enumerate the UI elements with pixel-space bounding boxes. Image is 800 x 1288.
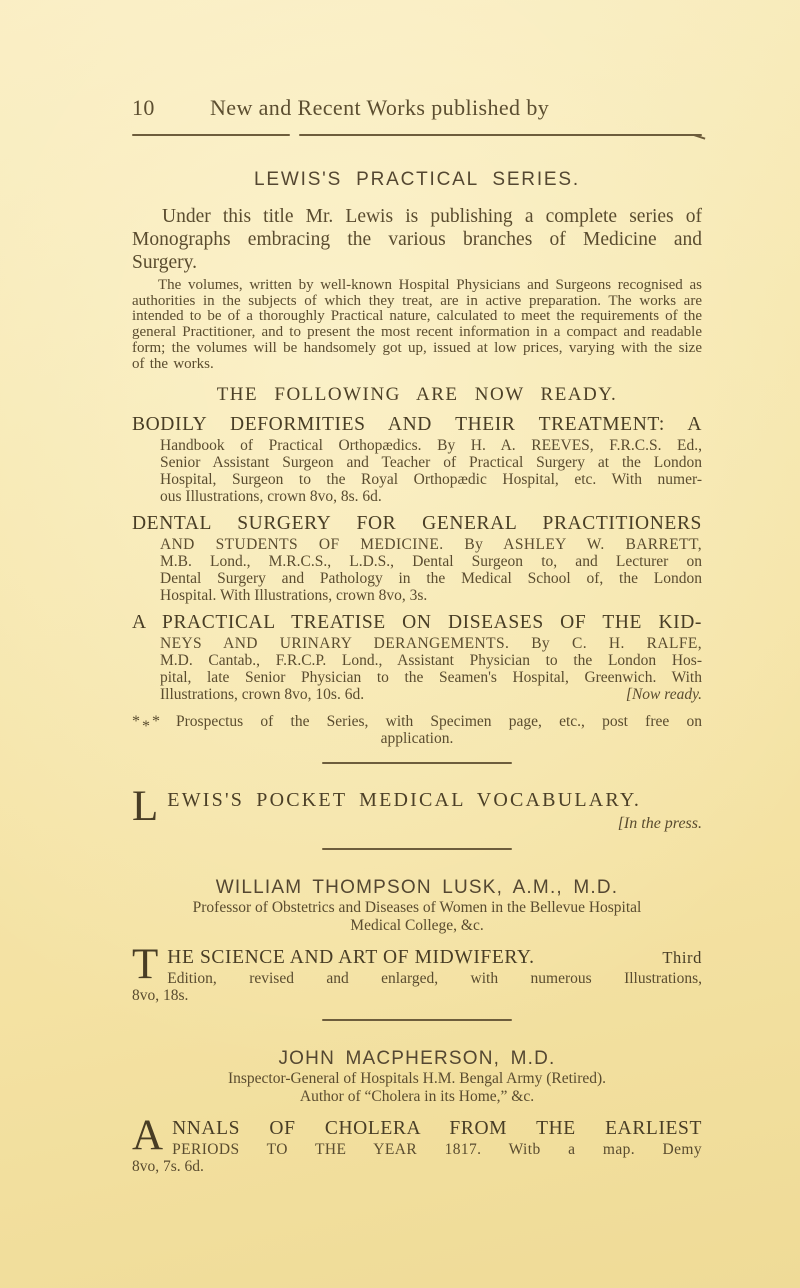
book-detail-line: Edition, revised and enlarged, with numerous Illustrations, xyxy=(167,970,702,988)
header-rule-left-segment xyxy=(132,134,290,136)
book-entry-midwifery xyxy=(132,941,702,1005)
book-detail-line: M.D. Cantab., F.R.C.P. Lond., Assistant Physician to the London Hos- xyxy=(160,652,702,670)
ready-heading: THE FOLLOWING ARE NOW READY. xyxy=(216,384,618,406)
section-divider xyxy=(322,762,512,764)
prospectus-note xyxy=(132,713,702,747)
running-header xyxy=(132,0,702,120)
author-name: JOHN MACPHERSON, M.D. xyxy=(278,1048,556,1070)
book-entry-kidney-diseases xyxy=(132,610,702,703)
header-rule xyxy=(132,133,702,136)
author-title-line: Inspector-General of Hospitals H.M. Bengal Army (Retired). xyxy=(227,1070,607,1088)
author-title-line: Author of “Cholera in its Home,” &c. xyxy=(299,1087,535,1105)
book-price-line: 8vo, 7s. 6d. xyxy=(132,1158,204,1176)
book-detail-line: NEYS AND URINARY DERANGEMENTS. By C. H. RALFE, xyxy=(160,635,702,653)
book-price-line xyxy=(132,686,702,703)
author-title-line: Medical College, &c. xyxy=(350,916,484,934)
book-detail-line: pital, late Senior Physician to the Seamen's Hospital, Greenwich. With xyxy=(160,669,702,687)
book-detail-line: AND STUDENTS OF MEDICINE. By ASHLEY W. BARRETT, xyxy=(160,536,702,554)
dropcap-initial: T xyxy=(132,941,159,989)
book-price-line: 8vo, 18s. xyxy=(132,987,189,1005)
book-detail-line: Hospital, Surgeon to the Royal Orthopædic Hospital, etc. With numer- xyxy=(160,471,702,489)
book-title: HE SCIENCE AND ART OF MIDWIFERY. Third xyxy=(167,947,702,969)
press-status: [In the press. xyxy=(617,815,702,833)
book-detail-line: Handbook of Practical Orthopædics. By H. A. REEVES, F.R.C.S. Ed., xyxy=(160,437,702,455)
dropcap-initial: L xyxy=(132,783,159,831)
book-entry-annals-of-cholera xyxy=(132,1112,702,1176)
page-content xyxy=(132,0,702,1175)
dropcap-initial: A xyxy=(132,1112,164,1160)
series-description-paragraph: The volumes, written by well-known Hospital Physicians and Surgeons recognised as authorities in the subjects of which they treat, are in active preparation. The works are intended to be of a thoroughly Practical nature, calculated to meet the requirements of the general Practitioner, and to present the most recent information in a compact and readable form; the volumes will be handsomely got up, issued at low prices, varying with the size of the works. xyxy=(132,277,702,372)
book-title: A PRACTICAL TREATISE ON DISEASES OF THE KID- xyxy=(132,612,702,634)
book-detail-line: Senior Assistant Surgeon and Teacher of Practical Surgery at the London xyxy=(160,454,702,472)
prospectus-note-text: application. xyxy=(380,730,454,748)
availability-note: [Now ready. xyxy=(625,686,702,704)
book-title: BODILY DEFORMITIES AND THEIR TREATMENT: A xyxy=(132,414,702,436)
header-rule-right-segment xyxy=(299,134,702,136)
book-detail-line: PERIODS TO THE YEAR 1817. Witb a map. Demy xyxy=(172,1141,702,1159)
book-title: DENTAL SURGERY FOR GENERAL PRACTITIONERS xyxy=(132,513,702,535)
book-price: Illustrations, crown 8vo, 10s. 6d. xyxy=(160,686,365,704)
series-intro-paragraph: Under this title Mr. Lewis is publishing a complete series of Monographs embracing the various branches of Medicine and Surgery. xyxy=(132,206,702,273)
book-entry-pocket-vocabulary xyxy=(132,783,702,833)
book-title: NNALS OF CHOLERA FROM THE EARLIEST xyxy=(172,1118,702,1140)
running-header-title: New and Recent Works published by xyxy=(210,95,550,120)
book-title: EWIS'S POCKET MEDICAL VOCABULARY. xyxy=(167,789,642,812)
book-detail-line: Dental Surgery and Pathology in the Medical School of, the London xyxy=(160,570,702,588)
author-name: WILLIAM THOMPSON LUSK, A.M., M.D. xyxy=(215,877,619,899)
prospectus-note-text: Prospectus of the Series, with Specimen page, etc., post free on xyxy=(176,713,702,731)
page-number: 10 xyxy=(132,95,155,120)
book-entry-bodily-deformities xyxy=(132,412,702,505)
author-section-lusk xyxy=(132,876,702,934)
asterism-icon: *** xyxy=(132,713,162,736)
section-divider xyxy=(322,1019,512,1021)
book-detail-line: M.B. Lond., M.R.C.S., L.D.S., Dental Surgeon to, and Lecturer on xyxy=(160,553,702,571)
author-section-macpherson xyxy=(132,1047,702,1105)
book-price-line: ous Illustrations, crown 8vo, 8s. 6d. xyxy=(160,488,382,506)
book-title-tail: Third xyxy=(662,948,702,968)
author-title-line: Professor of Obstetrics and Diseases of Women in the Bellevue Hospital xyxy=(192,899,642,917)
book-entry-dental-surgery xyxy=(132,511,702,604)
section-divider xyxy=(322,848,512,850)
series-title: LEWIS'S PRACTICAL SERIES. xyxy=(254,169,580,190)
book-price-line: Hospital. With Illustrations, crown 8vo, 3s. xyxy=(160,587,428,605)
